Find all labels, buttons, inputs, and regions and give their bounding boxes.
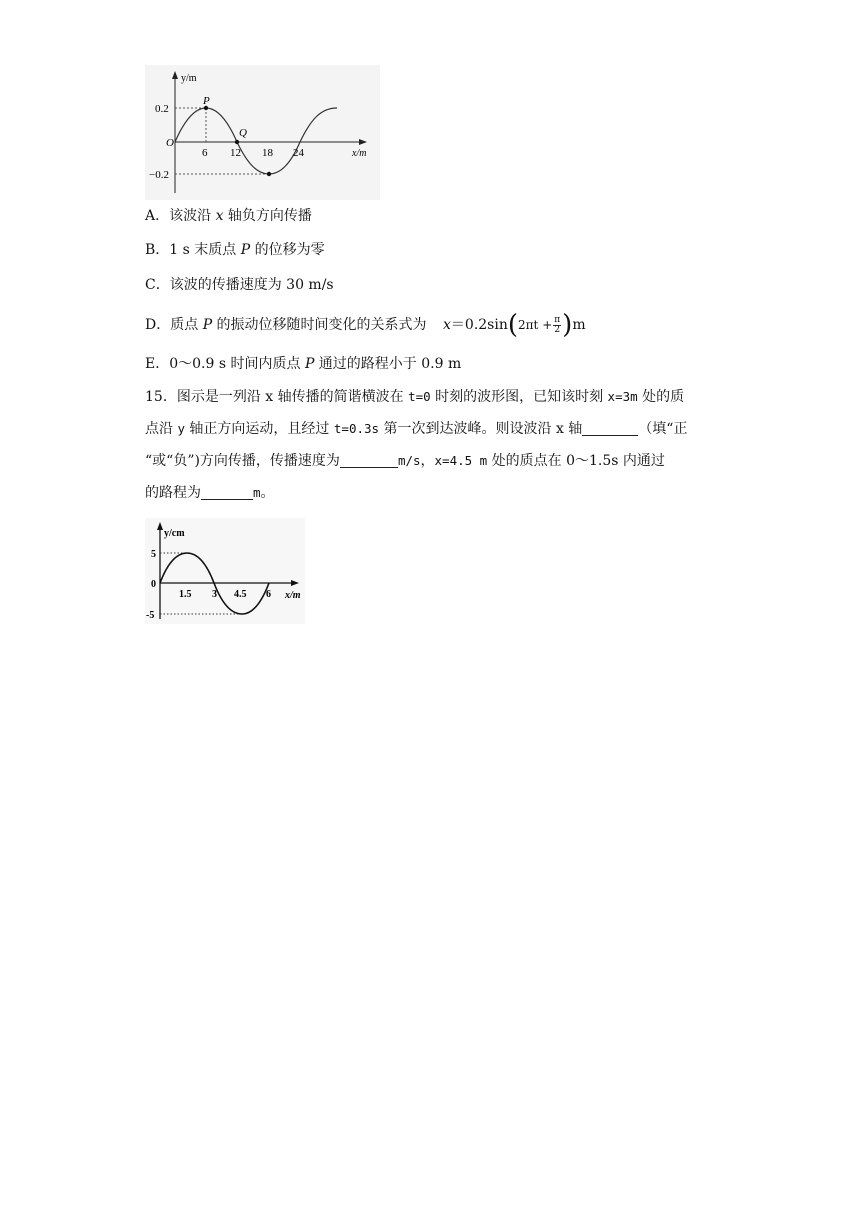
x-tick-label: 18 bbox=[262, 147, 273, 159]
y-axis-label: y/m bbox=[181, 73, 197, 84]
x-tick-label: 4.5 bbox=[234, 589, 247, 600]
y-tick-label: -5 bbox=[146, 610, 155, 621]
y-tick-label: 5 bbox=[151, 549, 156, 560]
q15-text: x=3m bbox=[607, 389, 638, 404]
option-b bbox=[145, 240, 325, 260]
q15-text: m bbox=[253, 485, 261, 500]
option-c bbox=[145, 275, 334, 295]
wave-graph-2 bbox=[145, 518, 305, 624]
fraction-numerator: π bbox=[554, 314, 561, 325]
option-e bbox=[145, 354, 461, 374]
trough-dot bbox=[267, 172, 271, 176]
q15-text: “或“负”)方向传播，传播速度为 bbox=[145, 453, 340, 469]
q15-text: 处的质 bbox=[637, 389, 685, 405]
option-d-suffix: 的振动位移随时间变化的关系式为 bbox=[212, 317, 427, 333]
q15-text: 点沿 bbox=[145, 421, 178, 437]
y-axis-arrow-icon bbox=[157, 522, 163, 530]
wave-graph-1 bbox=[145, 65, 380, 200]
option-e-var: P bbox=[304, 356, 315, 372]
wave-figure-1 bbox=[145, 65, 380, 200]
x-tick-label: 12 bbox=[230, 147, 241, 159]
x-tick-label: 6 bbox=[266, 589, 271, 600]
y-tick-label: 0 bbox=[151, 579, 156, 590]
x-tick-label: 3 bbox=[212, 589, 217, 600]
q15-text: t=0 bbox=[408, 389, 431, 404]
x-axis-arrow-icon bbox=[291, 580, 299, 586]
q15-text: 第一次到达波峰。则设波沿 bbox=[379, 421, 556, 437]
q15-text: m/s bbox=[397, 453, 421, 468]
q15-text: x bbox=[555, 421, 564, 437]
formula-lhs: x bbox=[443, 317, 451, 333]
option-d-var: P bbox=[202, 317, 213, 333]
formula-fraction bbox=[553, 316, 561, 335]
q15-text: 轴 bbox=[563, 421, 583, 437]
q15-text: y bbox=[177, 421, 185, 436]
q15-text: 时刻的波形图，已知该时刻 bbox=[430, 389, 608, 405]
formula-open-paren: ( bbox=[507, 310, 519, 340]
y-tick-label: 0.2 bbox=[155, 103, 169, 115]
q15-text: 轴正方向运动，且经过 bbox=[184, 421, 334, 437]
answer-blank-direction[interactable] bbox=[582, 419, 638, 436]
q15-text: ， bbox=[420, 453, 435, 469]
formula-close-paren: ) bbox=[562, 310, 573, 340]
option-a-var: x bbox=[215, 208, 224, 224]
option-a bbox=[145, 206, 312, 226]
displacement-formula bbox=[443, 310, 586, 340]
option-a-prefix: A．该波沿 bbox=[145, 208, 216, 224]
wave-curve bbox=[175, 108, 337, 174]
origin-label: O bbox=[166, 137, 174, 149]
q15-text: x=4.5 m bbox=[434, 453, 488, 468]
option-d-prefix: D．质点 bbox=[145, 317, 203, 333]
x-axis-label: x/m bbox=[285, 590, 301, 601]
q15-text: 。 bbox=[260, 485, 275, 501]
q15-text: （填“正 bbox=[638, 421, 688, 437]
y-tick-label: −0.2 bbox=[149, 169, 169, 181]
q15-text: t=0.3s bbox=[333, 421, 380, 436]
formula-unit: m bbox=[572, 317, 586, 333]
y-axis-arrow-icon bbox=[172, 71, 178, 79]
q15-text: 处的质点在 0～1.5s 内通过 bbox=[487, 453, 665, 469]
point-p-label: P bbox=[203, 95, 210, 107]
x-axis-label: x/m bbox=[352, 148, 367, 159]
point-q-dot bbox=[235, 140, 239, 144]
option-e-prefix: E．0～0.9 s 时间内质点 bbox=[145, 356, 305, 372]
formula-inner: 2πt + bbox=[518, 318, 553, 332]
option-d bbox=[145, 310, 586, 340]
question-15 bbox=[145, 381, 720, 509]
answer-blank-speed[interactable] bbox=[340, 451, 398, 468]
option-b-prefix: B．1 s 末质点 bbox=[145, 242, 241, 258]
formula-eq: ＝0.2sin bbox=[450, 317, 508, 333]
x-axis-arrow-icon bbox=[359, 139, 367, 145]
x-tick-label: 6 bbox=[202, 147, 208, 159]
x-tick-label: 1.5 bbox=[179, 589, 192, 600]
q15-text: 15．图示是一列沿 x 轴传播的简谐横波在 bbox=[145, 389, 409, 405]
option-e-suffix: 通过的路程小于 0.9 m bbox=[314, 356, 462, 372]
fraction-denominator: 2 bbox=[554, 324, 561, 335]
point-q-label: Q bbox=[239, 127, 247, 139]
option-b-var: P bbox=[240, 242, 251, 258]
option-a-suffix: 轴负方向传播 bbox=[223, 208, 312, 224]
option-b-suffix: 的位移为零 bbox=[250, 242, 325, 258]
answer-blank-distance[interactable] bbox=[201, 483, 253, 500]
option-c-text: C．该波的传播速度为 30 m/s bbox=[145, 277, 334, 293]
x-tick-label: 24 bbox=[293, 147, 304, 159]
q15-text: 的路程为 bbox=[145, 485, 201, 501]
wave-figure-2 bbox=[145, 518, 305, 624]
y-axis-label: y/cm bbox=[164, 528, 185, 539]
